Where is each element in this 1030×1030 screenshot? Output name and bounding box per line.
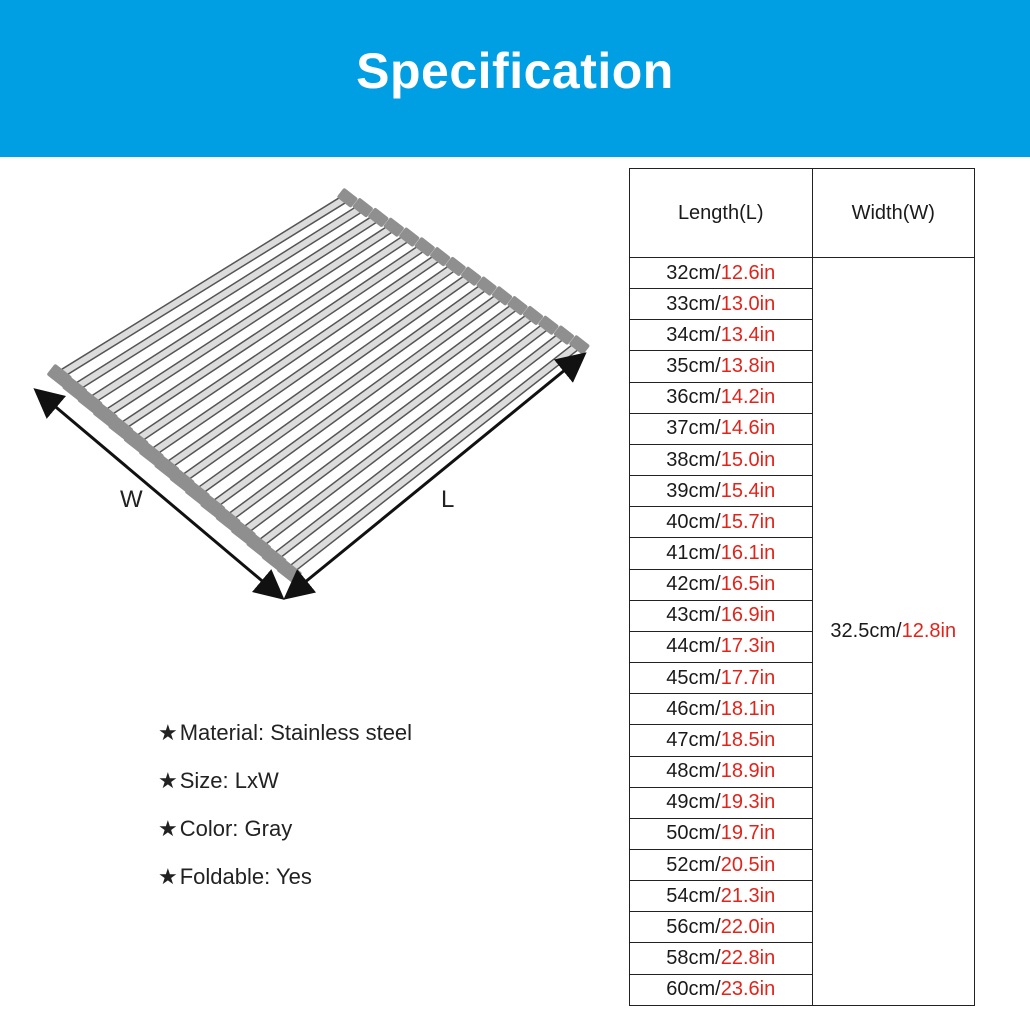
length-cm: 42cm/ [666,573,721,596]
length-inch: 16.1in [720,541,776,564]
length-cm: 36cm/ [666,386,721,409]
length-cm: 44cm/ [666,635,721,658]
length-inch: 18.9in [720,760,776,783]
length-cell [630,289,813,320]
spec-text: Color: Gray [179,816,293,841]
length-cm: 40cm/ [666,510,721,533]
length-cm: 45cm/ [666,666,721,689]
length-cm: 33cm/ [666,292,721,315]
table-row [630,258,975,289]
length-inch: 13.0in [720,292,776,315]
length-cm: 43cm/ [666,604,721,627]
length-inch: 14.2in [720,386,776,409]
length-cell [630,631,813,662]
size-table [629,168,975,1006]
length-inch: 17.3in [720,635,776,658]
length-inch: 12.6in [720,261,776,284]
length-inch: 17.7in [720,666,776,689]
length-cm: 52cm/ [666,853,721,876]
length-cm: 38cm/ [666,448,721,471]
length-inch: 15.7in [720,510,776,533]
star-icon: ★ [158,768,178,793]
spec-item [158,718,578,766]
length-cell [630,787,813,818]
length-cell [630,351,813,382]
length-inch: 19.3in [720,791,776,814]
length-cell [630,974,813,1005]
length-inch: 20.5in [720,853,776,876]
length-cell [630,600,813,631]
length-cell [630,725,813,756]
length-cm: 56cm/ [666,915,721,938]
length-inch: 22.8in [720,947,776,970]
length-inch: 18.1in [720,697,776,720]
length-cell [630,569,813,600]
length-cell [630,943,813,974]
length-cm: 37cm/ [666,417,721,440]
width-cm: 32.5cm/ [830,620,902,642]
length-cell [630,818,813,849]
length-cell [630,694,813,725]
length-cell [630,507,813,538]
length-cm: 54cm/ [666,884,721,907]
spec-item [158,766,578,814]
length-cell [630,413,813,444]
length-cm: 60cm/ [666,978,721,1001]
spec-text: Material: Stainless steel [179,720,413,745]
width-cell [812,258,974,1006]
length-cell [630,756,813,787]
length-cm: 41cm/ [666,541,721,564]
rack-illustration [30,180,600,610]
length-cell [630,444,813,475]
length-dimension-label: L [441,486,455,513]
length-cm: 39cm/ [666,479,721,502]
length-inch: 21.3in [720,884,776,907]
length-cell [630,476,813,507]
length-cell [630,382,813,413]
width-inch: 12.8in [901,620,957,642]
length-cell [630,320,813,351]
length-inch: 22.0in [720,915,776,938]
length-cm: 47cm/ [666,728,721,751]
length-inch: 16.5in [720,573,776,596]
length-inch: 13.8in [720,355,776,378]
star-icon: ★ [158,864,178,889]
spec-list [158,718,578,910]
spec-text: Size: LxW [179,768,279,793]
length-cm: 32cm/ [666,261,721,284]
width-dimension-label: W [120,486,143,513]
length-inch: 13.4in [720,323,776,346]
length-inch: 23.6in [720,978,776,1001]
length-cell [630,538,813,569]
length-cm: 49cm/ [666,791,721,814]
length-cm: 34cm/ [666,323,721,346]
length-column-header: Length(L) [630,169,813,258]
rack-rod [273,335,563,559]
length-inch: 15.4in [720,479,776,502]
length-cell [630,881,813,912]
length-inch: 15.0in [720,448,776,471]
page-title: Specification [356,42,674,99]
length-cell [630,258,813,289]
width-column-header: Width(W) [812,169,974,258]
length-cm: 58cm/ [666,947,721,970]
length-inch: 19.7in [720,822,776,845]
star-icon: ★ [158,720,178,745]
header-banner [0,0,1030,157]
length-cell [630,663,813,694]
rack-rod [257,325,547,545]
length-cm: 50cm/ [666,822,721,845]
spec-text: Foldable: Yes [179,864,312,889]
length-cell [630,912,813,943]
length-inch: 18.5in [720,728,776,751]
spec-item [158,814,578,862]
roll-up-dish-rack-icon [30,180,600,610]
spec-item [158,862,578,910]
length-cm: 48cm/ [666,760,721,783]
length-cell [630,849,813,880]
table-header-row [630,169,975,258]
length-inch: 16.9in [720,604,776,627]
length-inch: 14.6in [720,417,776,440]
star-icon: ★ [158,816,178,841]
length-cm: 46cm/ [666,697,721,720]
length-cm: 35cm/ [666,355,721,378]
